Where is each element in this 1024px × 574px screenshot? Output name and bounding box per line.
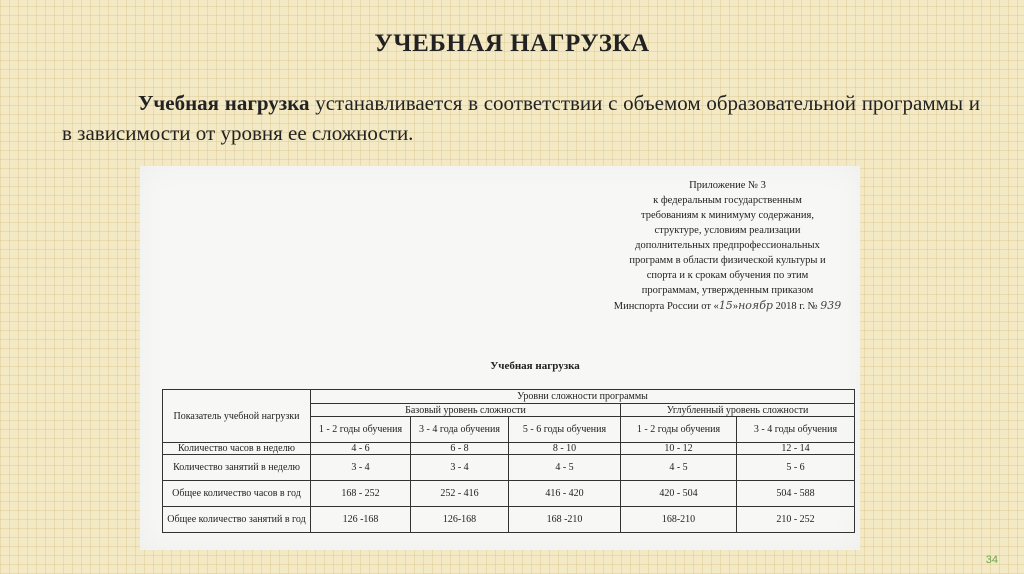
order-line (590, 298, 865, 314)
row-label: Количество занятий в неделю (163, 455, 311, 481)
table-cell: 12 - 14 (737, 443, 855, 455)
order-day: 15 (718, 299, 733, 312)
table-row (163, 507, 855, 533)
table-cell: 8 - 10 (509, 443, 621, 455)
table-cell: 252 - 416 (411, 481, 509, 507)
table-cell: 420 - 504 (621, 481, 737, 507)
appendix-line: к федеральным государственным (653, 195, 802, 206)
slide-title: УЧЕБНАЯ НАГРУЗКА (374, 30, 650, 57)
appendix-line: дополнительных предпрофессиональных (635, 240, 820, 251)
order-year: 2018 г. № (775, 301, 818, 312)
period-header: 3 - 4 года обучения (411, 417, 509, 443)
row-label: Общее количество занятий в год (163, 507, 311, 533)
basic-level-header: Базовый уровень сложности (311, 404, 621, 417)
order-month: ноябр (738, 299, 773, 312)
order-prefix: Минспорта России от « (613, 301, 719, 312)
appendix-note (590, 178, 865, 314)
table-cell: 6 - 8 (411, 443, 509, 455)
table-cell: 126-168 (411, 507, 509, 533)
period-header: 5 - 6 годы обучения (509, 417, 621, 443)
appendix-line: программ в области физической культуры и (629, 255, 826, 266)
advanced-level-header: Углубленный уровень сложности (621, 404, 855, 417)
table-cell: 210 - 252 (737, 507, 855, 533)
appendix-line: спорта и к срокам обучения по этим (646, 270, 809, 281)
table-cell: 10 - 12 (621, 443, 737, 455)
table-row (163, 481, 855, 507)
load-table (162, 389, 855, 533)
row-label: Количество часов в неделю (163, 443, 311, 455)
table-cell: 4 - 5 (621, 455, 737, 481)
table-cell: 416 - 420 (509, 481, 621, 507)
table-title: Учебная нагрузка (490, 360, 580, 372)
lead-bold-term: Учебная нагрузка (138, 91, 310, 115)
order-number: 939 (820, 299, 842, 312)
table-cell: 4 - 5 (509, 455, 621, 481)
table-cell: 504 - 588 (737, 481, 855, 507)
table-cell: 168 -210 (509, 507, 621, 533)
period-header: 3 - 4 годы обучения (737, 417, 855, 443)
table-cell: 4 - 6 (311, 443, 411, 455)
order-mid: » (732, 301, 739, 312)
appendix-line: программам, утвержденным приказом (641, 285, 814, 296)
levels-header: Уровни сложности программы (311, 390, 855, 404)
table-row (163, 455, 855, 481)
table-cell: 3 - 4 (411, 455, 509, 481)
lead-paragraph (62, 88, 980, 148)
row-label: Общее количество часов в год (163, 481, 311, 507)
appendix-line: Приложение № 3 (689, 180, 766, 191)
table-cell: 5 - 6 (737, 455, 855, 481)
table-cell: 126 -168 (311, 507, 411, 533)
table-cell: 168 - 252 (311, 481, 411, 507)
indicator-header: Показатель учебной нагрузки (163, 390, 311, 443)
lead-text: устанавливается в соответствии с объемом образовательной программы и в зависимости от уровня ее сложности. (62, 91, 981, 145)
table-cell: 168-210 (621, 507, 737, 533)
appendix-line: требованиям к минимуму содержания, (640, 210, 814, 221)
table-cell: 3 - 4 (311, 455, 411, 481)
table-row (163, 443, 855, 455)
page-number: 34 (985, 554, 998, 566)
period-header: 1 - 2 годы обучения (311, 417, 411, 443)
scanned-document (140, 166, 860, 550)
appendix-line: структуре, условиям реализации (654, 225, 801, 236)
period-header: 1 - 2 годы обучения (621, 417, 737, 443)
